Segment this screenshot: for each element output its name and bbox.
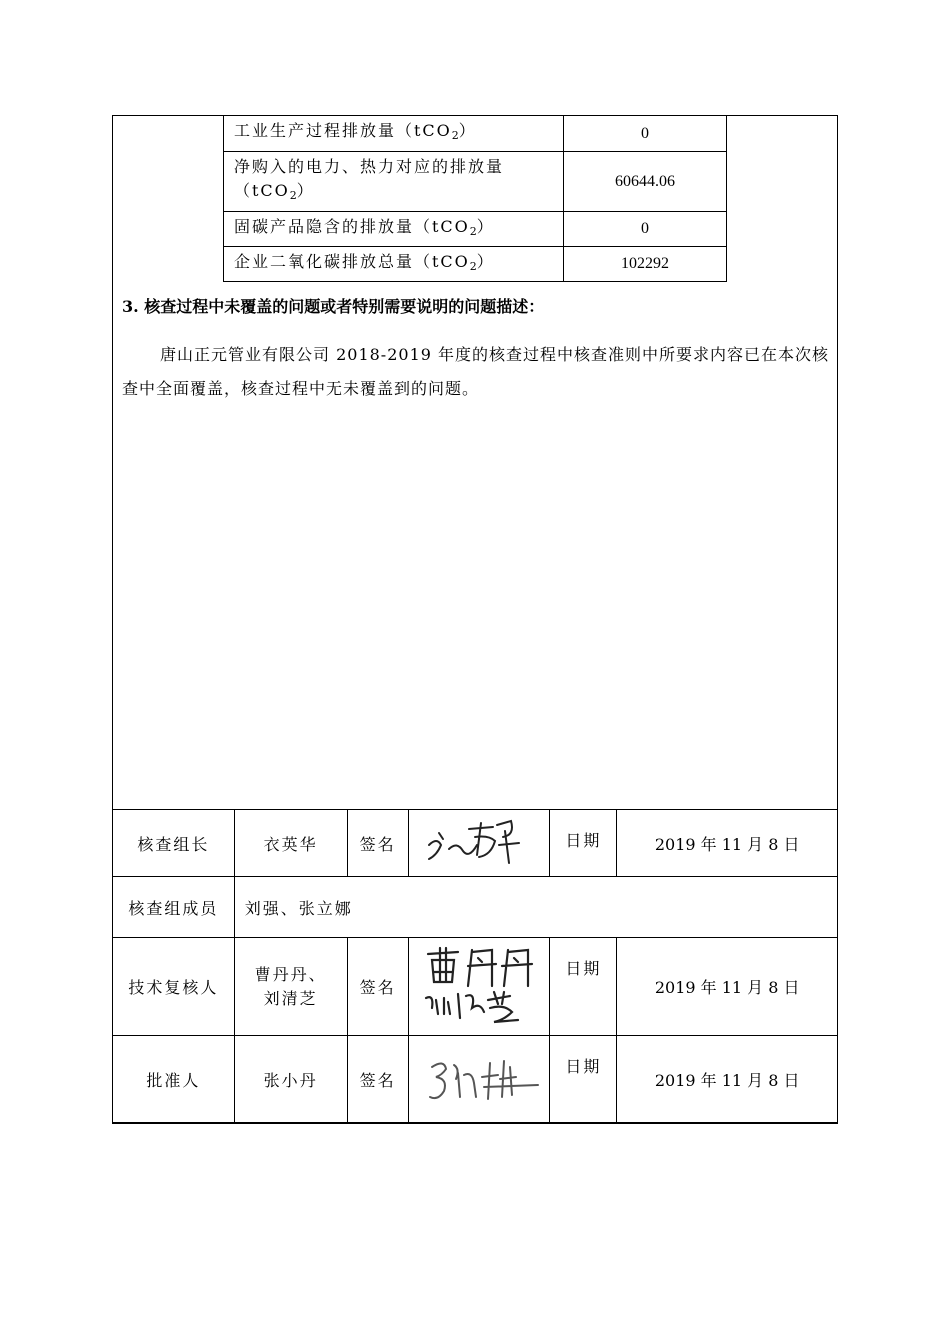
sign-label: 签名 (347, 938, 408, 1036)
tech-label: 技术复核人 (113, 938, 235, 1036)
date-value: 2019 年 11 月 8 日 (617, 1036, 838, 1124)
tech-signature (408, 938, 550, 1036)
section-body: 唐山正元管业有限公司 2018-2019 年度的核查过程中核查准则中所要求内容已在本次核查中全面覆盖，核查过程中无未覆盖到的问题。 (122, 345, 830, 398)
table-row (113, 810, 838, 877)
approver-signature (408, 1036, 550, 1124)
emission-table (223, 115, 727, 282)
date-label: 日期 (550, 1036, 617, 1124)
members-names: 刘强、张立娜 (234, 877, 837, 938)
sign-label: 签名 (347, 1036, 408, 1124)
table-row (113, 1036, 838, 1124)
approver-label: 批准人 (113, 1036, 235, 1124)
row-label: 工业生产过程排放量（tCO$_2$） (224, 116, 564, 152)
row-label: 企业二氧化碳排放总量（tCO$_2$） (224, 247, 564, 282)
date-label: 日期 (550, 810, 617, 877)
table-row (224, 212, 727, 247)
signoff-table (112, 809, 838, 1124)
table-row (224, 152, 727, 212)
signature-image (419, 815, 539, 871)
table-row (113, 877, 838, 938)
leader-label: 核查组长 (113, 810, 235, 877)
leader-name: 衣英华 (234, 810, 347, 877)
leader-signature (408, 810, 550, 877)
row-value: 60644.06 (564, 152, 727, 212)
signature-image (414, 1045, 544, 1115)
table-row (224, 116, 727, 152)
date-value: 2019 年 11 月 8 日 (617, 938, 838, 1036)
table-row (224, 247, 727, 282)
date-label: 日期 (550, 938, 617, 1036)
tech-names: 曹丹丹、刘清芝 (234, 938, 347, 1036)
row-value: 0 (564, 212, 727, 247)
section-heading: 3. 核查过程中未覆盖的问题或者特别需要说明的问题描述： (122, 297, 545, 316)
row-label: 净购入的电力、热力对应的排放量（tCO$_2$） (224, 152, 564, 212)
approver-name: 张小丹 (234, 1036, 347, 1124)
members-label: 核查组成员 (113, 877, 235, 938)
date-value: 2019 年 11 月 8 日 (617, 810, 838, 877)
sign-label: 签名 (347, 810, 408, 877)
row-value: 102292 (564, 247, 727, 282)
row-label: 固碳产品隐含的排放量（tCO$_2$） (224, 212, 564, 247)
row-value: 0 (564, 116, 727, 152)
table-row (113, 938, 838, 1036)
signature-image (414, 942, 544, 1032)
